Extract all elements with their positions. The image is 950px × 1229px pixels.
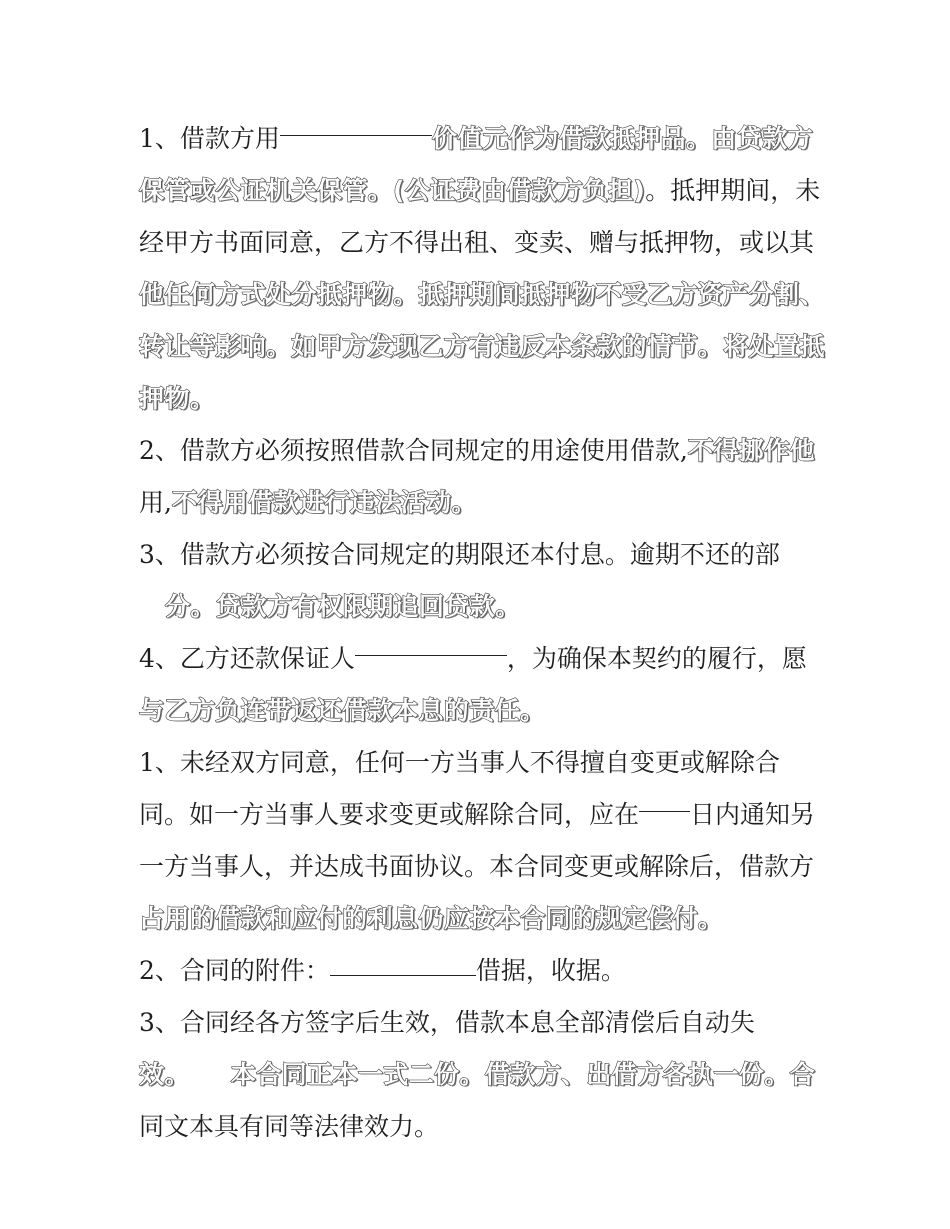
outlined-text-run: 保管或公证机关保管。(公证费由借款方负担) bbox=[139, 176, 646, 205]
outlined-text-run: 押物。 bbox=[139, 384, 216, 413]
text-line bbox=[139, 841, 815, 893]
plain-text-run: 同文本具有同等法律效力。 bbox=[139, 1112, 440, 1141]
outlined-text-run: 效。 bbox=[139, 1060, 190, 1089]
fill-in-blank[interactable] bbox=[330, 953, 476, 976]
text-line bbox=[139, 685, 815, 737]
outlined-text-run: 转让等影响。如甲方发现乙方有违反本条款的情节。将处置抵 bbox=[139, 332, 825, 361]
outlined-text-run: 分。贷款方有权限期追回贷款。 bbox=[165, 592, 521, 621]
fill-in-blank[interactable] bbox=[639, 789, 690, 812]
outlined-text-run: 与乙方负连带返还借款本息的责任。 bbox=[139, 696, 546, 725]
plain-text-run: 2、借款方必须按照借款合同规定的用途使用借款, bbox=[139, 436, 688, 465]
plain-text-run: 1、未经双方同意，任何一方当事人不得擅自变更或解除合 bbox=[139, 748, 780, 777]
justify-spacer bbox=[780, 529, 815, 581]
text-line bbox=[139, 269, 825, 321]
justify-spacer bbox=[814, 841, 815, 893]
outlined-text-run: 价值元作为借款抵押品。由贷款方 bbox=[431, 124, 813, 153]
plain-text-run: 2、合同的附件： bbox=[139, 956, 330, 985]
text-line bbox=[139, 165, 821, 217]
plain-text-run: 借据，收据。 bbox=[475, 956, 626, 985]
justify-spacer bbox=[755, 997, 815, 1049]
outlined-text-run: 不得挪作他 bbox=[687, 436, 815, 465]
text-line bbox=[139, 997, 815, 1049]
text-line bbox=[139, 529, 815, 581]
fill-in-blank[interactable] bbox=[355, 633, 507, 656]
plain-text-run: 经甲方书面同意，乙方不得出租、变卖、赠与抵押物，或以其 bbox=[139, 228, 815, 257]
plain-text-run: 3、合同经各方签字后生效，借款本息全部清偿后自动失 bbox=[139, 1008, 755, 1037]
plain-text-run: 用, bbox=[139, 488, 172, 517]
document-text-body bbox=[139, 113, 825, 1153]
plain-text-run: ，为确保本契约的履行，愿 bbox=[506, 644, 807, 673]
inline-gap bbox=[190, 1049, 231, 1101]
text-line bbox=[139, 373, 815, 425]
plain-text-run: 4、乙方还款保证人 bbox=[139, 644, 355, 673]
plain-text-run: 3、借款方必须按合同规定的期限还本付息。逾期不还的部 bbox=[139, 540, 780, 569]
justify-spacer bbox=[813, 113, 815, 165]
justify-spacer bbox=[814, 217, 815, 269]
outlined-text-run: 本合同正本一式二份。借款方、出借方各执一份。合 bbox=[230, 1060, 815, 1089]
text-line bbox=[139, 1101, 815, 1153]
text-line bbox=[139, 113, 815, 165]
outlined-text-run: 占用的借款和应付的利息仍应按本合同的规定偿付。 bbox=[139, 904, 724, 933]
text-line bbox=[139, 321, 825, 373]
plain-text-run: 1、借款方用 bbox=[139, 124, 280, 153]
fill-in-blank[interactable] bbox=[280, 113, 432, 136]
plain-text-run: 一方当事人，并达成书面协议。本合同变更或解除后，借款方 bbox=[139, 852, 815, 881]
text-line bbox=[139, 789, 815, 841]
text-line bbox=[139, 737, 815, 789]
justify-spacer bbox=[780, 737, 815, 789]
plain-text-run: 。抵押期间，未 bbox=[645, 176, 821, 205]
text-line bbox=[139, 893, 815, 945]
plain-text-run: 日内通知另 bbox=[689, 800, 815, 829]
text-line bbox=[139, 425, 815, 477]
text-line bbox=[139, 217, 815, 269]
outlined-text-run: 他任何方式处分抵押物。抵押期间抵押物不受乙方资产分割、 bbox=[139, 280, 825, 309]
text-line bbox=[139, 477, 815, 529]
outlined-text-run: 不得用借款进行违法活动。 bbox=[171, 488, 477, 517]
justify-spacer bbox=[807, 633, 815, 685]
text-line bbox=[139, 581, 815, 633]
plain-text-run: 同。如一方当事人要求变更或解除合同，应在 bbox=[139, 800, 640, 829]
text-line bbox=[139, 945, 815, 997]
text-line bbox=[139, 1049, 815, 1101]
text-line bbox=[139, 633, 815, 685]
